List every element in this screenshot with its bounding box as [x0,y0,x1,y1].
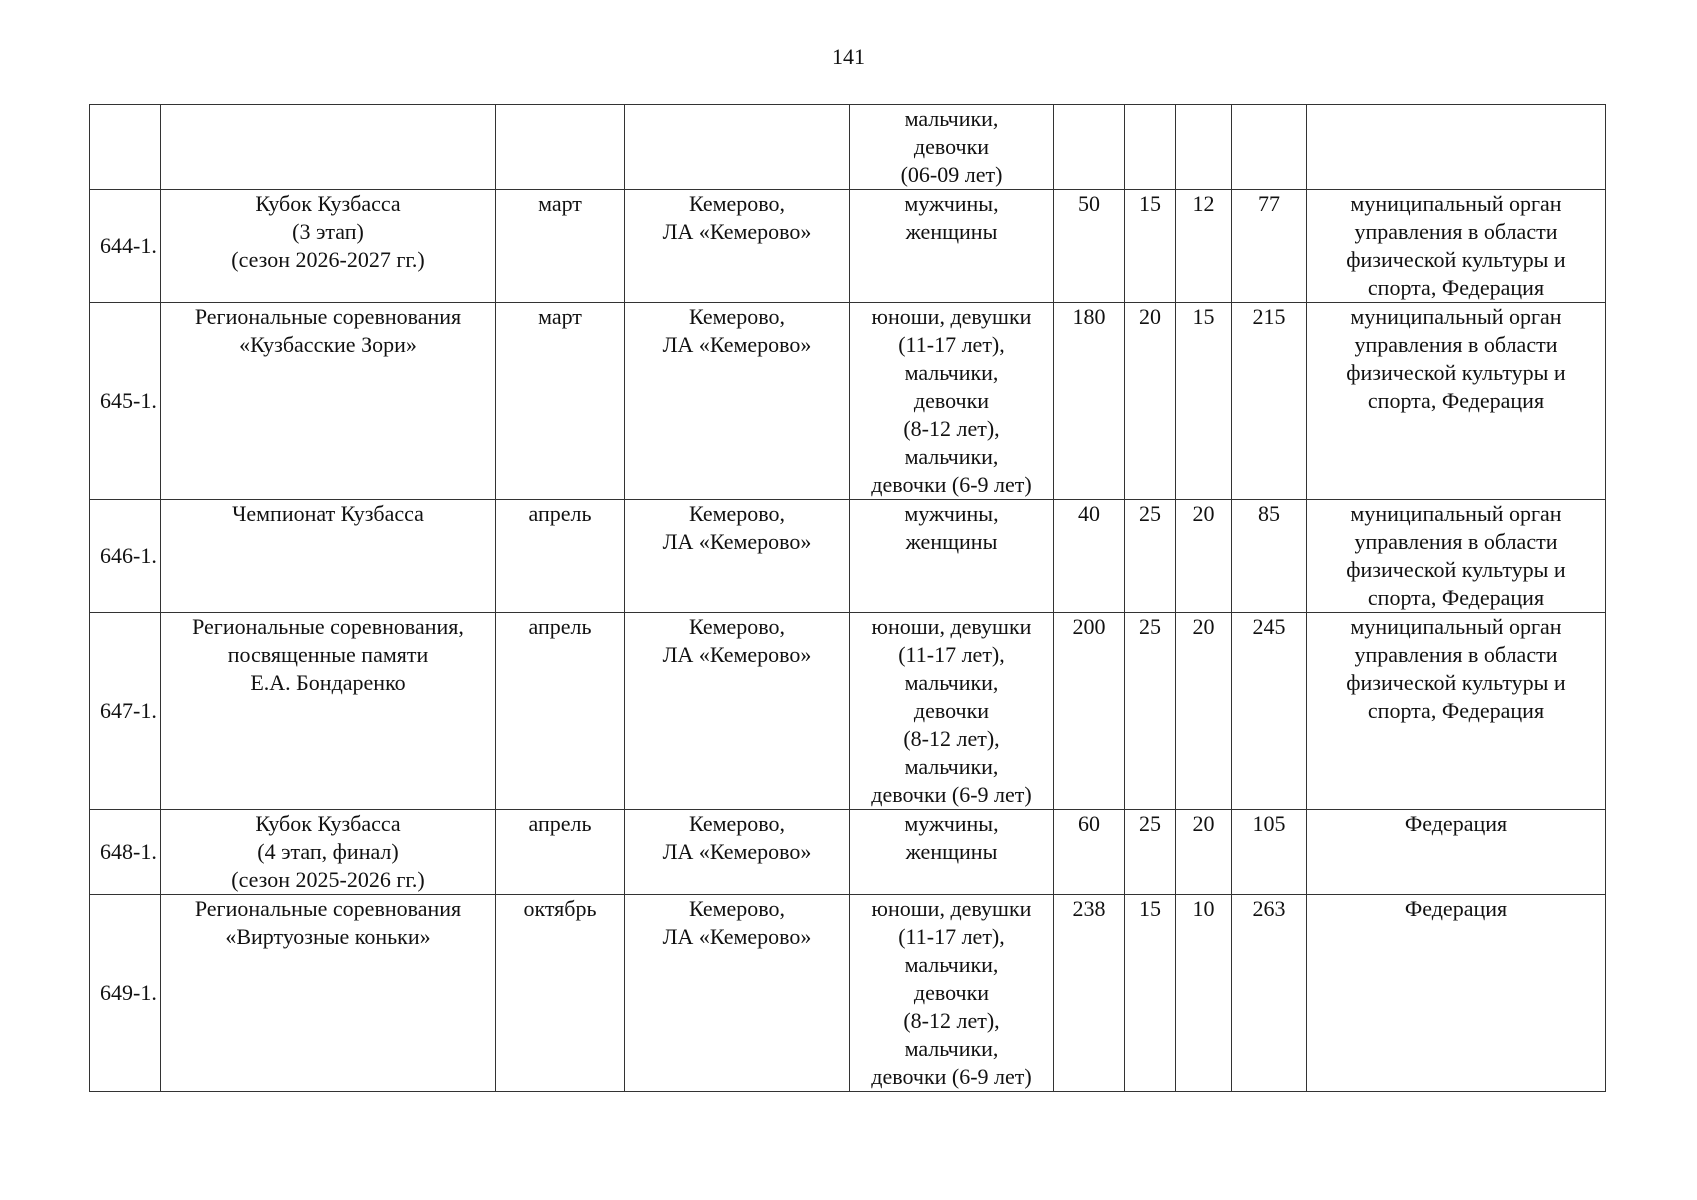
cell-line: Кемерово, [688,896,786,921]
cell-trainers: 20 [1125,303,1176,500]
cell-name [161,105,496,190]
cell-month: апрель [496,810,625,895]
cell-line: девочки [913,388,990,413]
cell-line: ЛА «Кемерово» [662,219,812,244]
table-row [90,810,1606,895]
cell-line: ЛА «Кемерово» [662,332,812,357]
cell-athletes: 238 [1054,895,1125,1092]
table-row [90,303,1606,500]
cell-name [161,613,496,810]
cell-total: 245 [1232,613,1307,810]
table-row [90,613,1606,810]
cell-place [625,613,850,810]
cell-line: (11-17 лет), [898,924,1005,949]
cell-line: «Виртуозные коньки» [225,924,431,949]
cell-trainers: 15 [1125,895,1176,1092]
cell-judges: 20 [1176,613,1232,810]
cell-line: спорта, Федерация [1367,585,1545,610]
cell-line: Кемерово, [688,304,786,329]
cell-line: мужчины, [904,191,999,216]
table-row [90,500,1606,613]
table-row [90,190,1606,303]
cell-name [161,190,496,303]
cell-line: физической культуры и [1346,557,1566,582]
table-row [90,895,1606,1092]
cell-line: ЛА «Кемерово» [662,924,812,949]
cell-line: мальчики, [904,1036,999,1061]
cell-line: мальчики, [904,952,999,977]
cell-line: женщины [905,219,998,244]
cell-participants [850,500,1054,613]
cell-line: (06-09 лет) [900,162,1003,187]
cell-line: Кемерово, [688,501,786,526]
cell-number: 648-1. [90,810,161,895]
cell-line: женщины [905,529,998,554]
table-row [90,105,1606,190]
cell-line: девочки [913,134,990,159]
cell-place [625,810,850,895]
cell-line: женщины [905,839,998,864]
cell-line: (сезон 2025-2026 гг.) [231,867,425,892]
cell-total [1232,105,1307,190]
cell-line: муниципальный орган [1350,614,1562,639]
cell-line: спорта, Федерация [1367,388,1545,413]
cell-line: Кемерово, [688,811,786,836]
cell-line: Региональные соревнования [194,896,462,921]
cell-line: (4 этап, финал) [257,839,399,864]
cell-name [161,303,496,500]
cell-athletes: 40 [1054,500,1125,613]
cell-line: муниципальный орган [1350,191,1562,216]
cell-trainers: 25 [1125,500,1176,613]
cell-line: мальчики, [904,754,999,779]
cell-line: мужчины, [904,501,999,526]
cell-total: 85 [1232,500,1307,613]
cell-line: мальчики, [904,670,999,695]
cell-line: управления в области [1354,529,1558,554]
cell-line: мужчины, [904,811,999,836]
cell-participants [850,303,1054,500]
cell-participants [850,613,1054,810]
cell-line: юноши, девушки [871,614,1032,639]
cell-total: 215 [1232,303,1307,500]
cell-judges: 15 [1176,303,1232,500]
cell-line: Кубок Кузбасса [255,811,401,836]
cell-organizer [1307,810,1606,895]
cell-organizer [1307,613,1606,810]
events-table [89,104,1606,1092]
cell-place [625,105,850,190]
cell-total: 77 [1232,190,1307,303]
cell-line: посвященные памяти [227,642,429,667]
cell-judges: 12 [1176,190,1232,303]
cell-name [161,810,496,895]
cell-line: девочки (6-9 лет) [871,782,1032,807]
cell-line: физической культуры и [1346,670,1566,695]
cell-line: Кемерово, [688,614,786,639]
cell-line: девочки [913,698,990,723]
cell-line: Кубок Кузбасса [255,191,401,216]
cell-number: 645-1. [90,303,161,500]
cell-number: 644-1. [90,190,161,303]
cell-month: апрель [496,613,625,810]
cell-line: спорта, Федерация [1367,275,1545,300]
cell-line: Чемпионат Кузбасса [232,501,424,526]
cell-line: мальчики, [904,360,999,385]
cell-organizer [1307,895,1606,1092]
cell-line: муниципальный орган [1350,501,1562,526]
cell-line: Е.А. Бондаренко [250,670,406,695]
cell-line: физической культуры и [1346,360,1566,385]
cell-line: ЛА «Кемерово» [662,529,812,554]
cell-line: юноши, девушки [871,896,1032,921]
cell-organizer [1307,303,1606,500]
cell-name [161,895,496,1092]
cell-number: 646-1. [90,500,161,613]
cell-trainers: 25 [1125,810,1176,895]
cell-number: 649-1. [90,895,161,1092]
cell-participants [850,810,1054,895]
cell-line: Федерация [1404,811,1508,836]
cell-line: спорта, Федерация [1367,698,1545,723]
cell-athletes: 60 [1054,810,1125,895]
cell-line: (3 этап) [292,219,364,244]
cell-participants [850,190,1054,303]
page-number: 141 [832,44,865,69]
cell-place [625,500,850,613]
cell-judges: 20 [1176,500,1232,613]
cell-line: управления в области [1354,219,1558,244]
cell-athletes [1054,105,1125,190]
cell-number: 647-1. [90,613,161,810]
cell-month: апрель [496,500,625,613]
cell-line: Региональные соревнования [194,304,462,329]
cell-judges: 10 [1176,895,1232,1092]
cell-organizer [1307,105,1606,190]
cell-total: 105 [1232,810,1307,895]
cell-line: (8-12 лет), [903,1008,1000,1033]
cell-organizer [1307,500,1606,613]
cell-place [625,190,850,303]
cell-place [625,303,850,500]
cell-line: девочки (6-9 лет) [871,472,1032,497]
table-body [90,105,1606,1092]
cell-month: март [496,190,625,303]
cell-month: март [496,303,625,500]
cell-line: управления в области [1354,642,1558,667]
cell-athletes: 50 [1054,190,1125,303]
cell-name [161,500,496,613]
cell-line: муниципальный орган [1350,304,1562,329]
cell-trainers [1125,105,1176,190]
cell-line: (сезон 2026-2027 гг.) [231,247,425,272]
cell-trainers: 25 [1125,613,1176,810]
cell-line: ЛА «Кемерово» [662,642,812,667]
cell-line: Кемерово, [688,191,786,216]
cell-place [625,895,850,1092]
cell-total: 263 [1232,895,1307,1092]
cell-judges: 20 [1176,810,1232,895]
cell-number [90,105,161,190]
cell-line: (11-17 лет), [898,332,1005,357]
cell-participants [850,895,1054,1092]
cell-line: (8-12 лет), [903,726,1000,751]
cell-line: юноши, девушки [871,304,1032,329]
cell-line: ЛА «Кемерово» [662,839,812,864]
cell-line: девочки (6-9 лет) [871,1064,1032,1089]
cell-line: Региональные соревнования, [192,614,464,639]
cell-trainers: 15 [1125,190,1176,303]
cell-participants [850,105,1054,190]
cell-organizer [1307,190,1606,303]
cell-line: физической культуры и [1346,247,1566,272]
cell-athletes: 200 [1054,613,1125,810]
cell-line: управления в области [1354,332,1558,357]
cell-line: «Кузбасские Зори» [239,332,417,357]
cell-line: (8-12 лет), [903,416,1000,441]
cell-line: мальчики, [904,444,999,469]
cell-line: (11-17 лет), [898,642,1005,667]
cell-month [496,105,625,190]
cell-line: девочки [913,980,990,1005]
cell-line: мальчики, [904,106,999,131]
cell-judges [1176,105,1232,190]
cell-line: Федерация [1404,896,1508,921]
cell-athletes: 180 [1054,303,1125,500]
cell-month: октябрь [496,895,625,1092]
